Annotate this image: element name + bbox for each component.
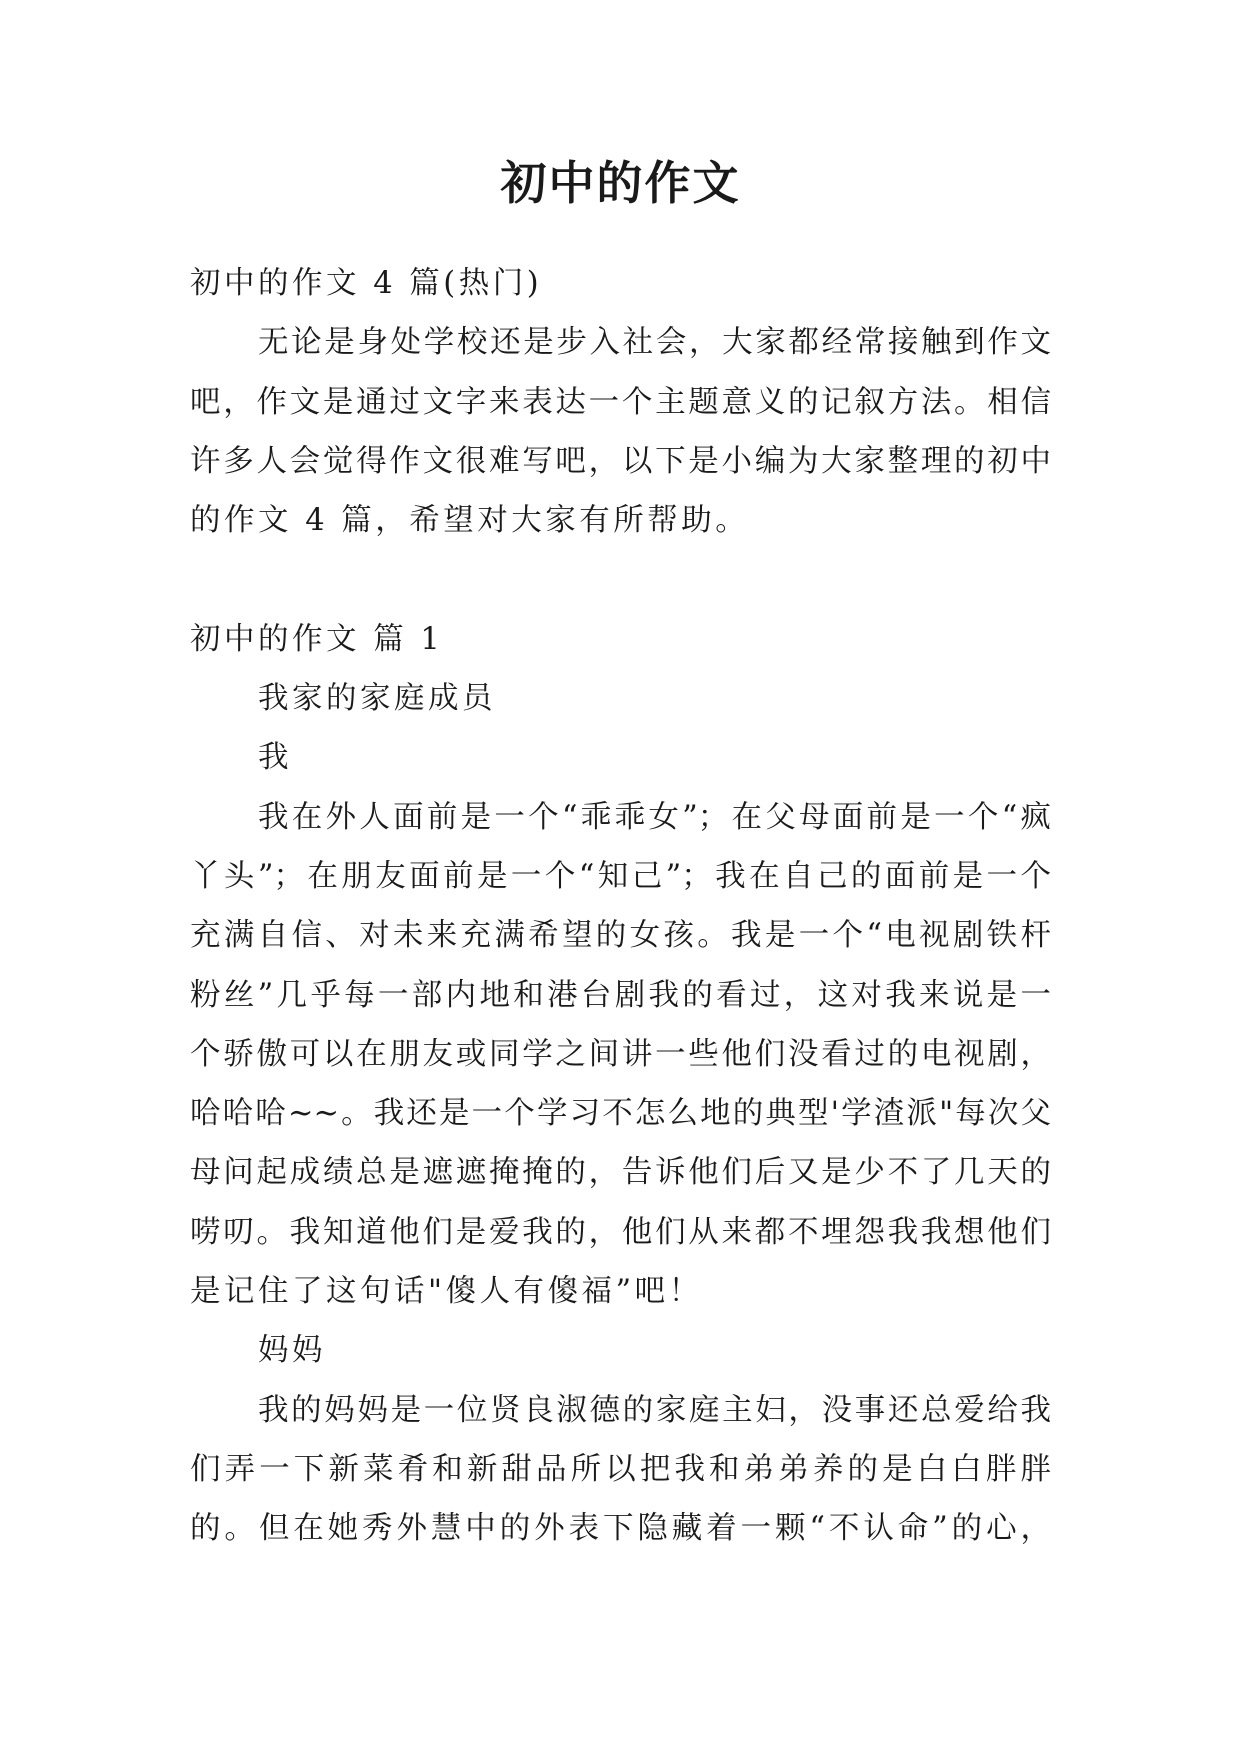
paragraph-gap <box>190 550 1051 609</box>
text-line: 充满自信、对未来充满希望的女孩。我是一个“电视剧铁杆 <box>190 918 1051 954</box>
text-line: 我在外人面前是一个“乖乖女”；在父母面前是一个“疯 <box>258 799 1051 835</box>
text-line: 母问起成绩总是遮遮掩掩的，告诉他们后又是少不了几天的 <box>190 1155 1051 1191</box>
text-line: 粉丝”几乎每一部内地和港台剧我的看过，这对我来说是一 <box>190 977 1051 1013</box>
text-line: 妈妈 <box>258 1333 326 1369</box>
text-line: 吧，作文是通过文字来表达一个主题意义的记叙方法。相信 <box>190 384 1051 420</box>
text-line: 丫头”；在朋友面前是一个“知己”；我在自己的面前是一个 <box>190 858 1051 894</box>
text-line: 许多人会觉得作文很难写吧，以下是小编为大家整理的初中 <box>190 443 1051 479</box>
text-line: 无论是身处学校还是步入社会，大家都经常接触到作文 <box>258 325 1051 361</box>
text-line: 个骄傲可以在朋友或同学之间讲一些他们没看过的电视剧， <box>190 1036 1051 1072</box>
text-line: 的。但在她秀外慧中的外表下隐藏着一颗“不认命”的心， <box>190 1511 1051 1547</box>
page-title: 初中的作文 <box>500 156 741 210</box>
text-line: 哈哈哈~~。我还是一个学习不怎么地的典型'学渣派"每次父 <box>190 1096 1051 1132</box>
document-body <box>190 254 1051 1559</box>
text-line: 的作文 4 篇，希望对大家有所帮助。 <box>190 503 750 539</box>
text-line: 们弄一下新菜肴和新甜品所以把我和弟弟养的是白白胖胖 <box>190 1451 1051 1487</box>
text-line: 我的妈妈是一位贤良淑德的家庭主妇，没事还总爱给我 <box>258 1392 1051 1428</box>
text-line: 是记住了这句话"傻人有傻福”吧！ <box>190 1274 703 1310</box>
text-line: 初中的作文 4 篇(热门) <box>190 266 543 301</box>
text-line: 唠叨。我知道他们是爱我的，他们从来都不埋怨我我想他们 <box>190 1214 1051 1250</box>
text-line: 初中的作文 篇 1 <box>190 621 444 657</box>
text-line: 我 <box>258 740 292 776</box>
text-line: 我家的家庭成员 <box>258 681 496 717</box>
